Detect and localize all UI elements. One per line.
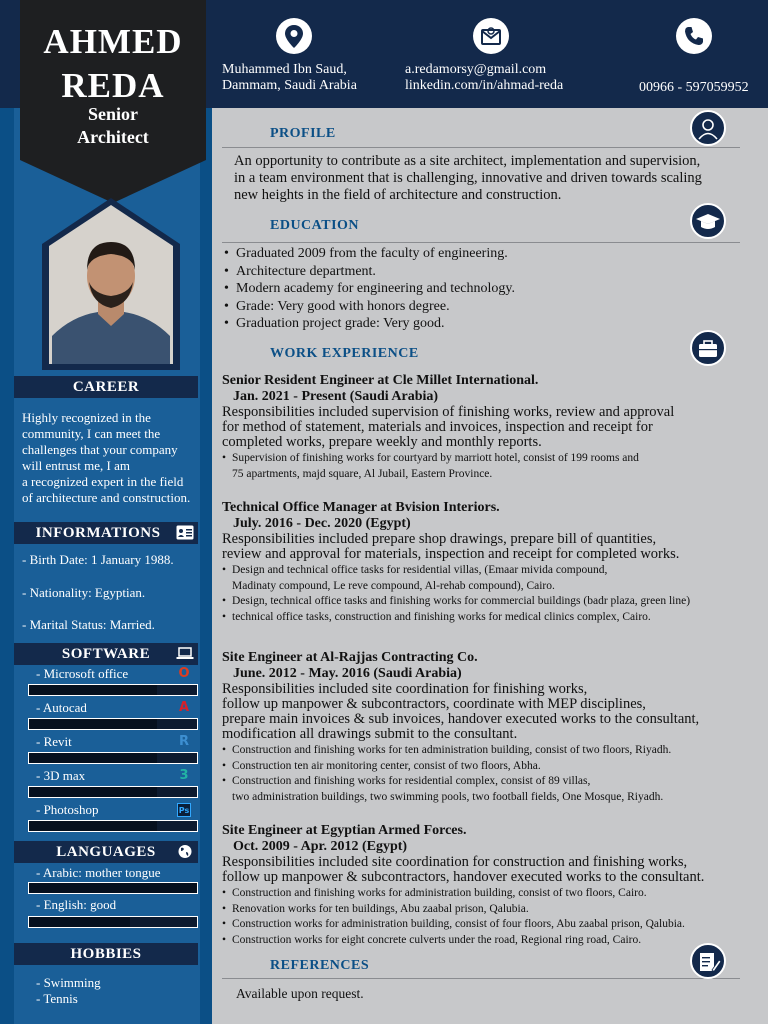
informations-heading <box>14 522 198 544</box>
list-item: • Supervision of finishing works for courtyard by marriott hotel, consist of 199 rooms and 75 apartments, majd square, Al Jubail, Eastern Province. <box>222 451 752 482</box>
career-summary: Highly recognized in the community, I can meet the challenges that your company will entrust me, I am a recognized expert in the field of architecture and construction. <box>22 410 191 505</box>
software-heading <box>14 643 198 665</box>
list-item: • Design, technical office tasks and finishing works for commercial buildings (badr plaza, green line) <box>222 594 752 610</box>
job-entry <box>222 500 752 625</box>
address-line1: Muhammed Ibn Saud, <box>222 62 347 77</box>
list-item: • technical office tasks, construction and finishing works for medical clinics complex, Cairo. <box>222 610 752 626</box>
phone-icon <box>676 18 712 54</box>
id-card-icon <box>176 525 194 540</box>
software-item-label: - Microsoft office <box>36 666 129 681</box>
software-item-label: - 3D max <box>36 768 86 783</box>
languages-heading <box>14 841 198 863</box>
software-skill-bar <box>28 718 198 730</box>
job-description-line: prepare main invoices & sub invoices, handover executed works to the consultant, <box>222 711 700 727</box>
job-projects-list <box>222 886 752 948</box>
list-item: • Architecture department. <box>224 263 744 281</box>
references-heading: REFERENCES <box>270 958 370 973</box>
last-name: REDA <box>61 66 165 105</box>
nationality: - Nationality: Egyptian. <box>22 585 146 600</box>
languages-heading-label: LANGUAGES <box>56 844 156 860</box>
job-entry <box>222 650 752 805</box>
list-item: • Construction and finishing works for administration building, consist of two floors, Cairo. <box>222 886 752 902</box>
profile-heading: PROFILE <box>270 126 336 141</box>
language-english-bar <box>28 916 198 928</box>
job-entry <box>222 373 752 482</box>
microsoft-office-icon: O <box>178 666 190 681</box>
linkedin-link[interactable]: linkedin.com/in/ahmad-reda <box>405 78 564 93</box>
job-description-line: Responsibilities included site coordination for finishing works, <box>222 681 588 697</box>
software-skill-bar <box>28 820 198 832</box>
hobbies-heading: HOBBIES <box>14 943 198 965</box>
education-heading: EDUCATION <box>270 218 360 233</box>
job-title-line1: Senior <box>87 104 138 124</box>
job-description-line: Responsibilities included site coordination for construction and finishing works, <box>222 854 688 870</box>
list-item: • Construction and finishing works for residential complex, consist of 89 villas, two administration buildings, two swimming pools, two football fields, One Mosque, Riyadh. <box>222 774 752 805</box>
list-item: • Construction works for administration building, consist of four floors, Abu zaabal prison, Qalubia. <box>222 917 752 933</box>
location-pin-icon <box>276 18 312 54</box>
divider <box>222 978 740 979</box>
job-title: Site Engineer at Egyptian Armed Forces. <box>222 823 467 838</box>
list-item: • Construction works for eight concrete culverts under the road, Regional ring road, Cairo. <box>222 933 752 949</box>
job-description-line: modification all drawings submit to the consultant. <box>222 726 518 742</box>
list-item: • Graduated 2009 from the faculty of engineering. <box>224 245 744 263</box>
informations-heading-label: INFORMATIONS <box>35 525 161 541</box>
document-pen-icon <box>690 943 726 979</box>
job-description-line: follow up manpower & subcontractors, handover executed works to the consultant. <box>222 869 705 885</box>
software-item-label: - Revit <box>36 734 72 749</box>
first-name: AHMED <box>43 22 183 61</box>
job-period: Jan. 2021 - Present (Saudi Arabia) <box>233 389 439 404</box>
name-banner <box>20 0 206 203</box>
person-icon <box>690 110 726 146</box>
hobby-item: - Swimming <box>36 975 101 990</box>
list-item: • Design and technical office tasks for residential villas, (Emaar mivida compound, Madinaty compound, Le reve compound, Al-rehab compound), Cairo. <box>222 563 752 594</box>
divider <box>222 242 740 243</box>
job-entry <box>222 823 752 948</box>
job-description-line: review and approval for materials, inspection and receipt for completed works. <box>222 546 680 562</box>
profile-photo <box>42 198 180 370</box>
job-projects-list <box>222 451 752 482</box>
software-item-label: - Autocad <box>36 700 87 715</box>
list-item: • Renovation works for ten buildings, Abu zaabal prison, Qalubia. <box>222 902 752 918</box>
education-list <box>224 245 744 333</box>
job-description-line: Responsibilities included supervision of finishing works, review and approval <box>222 404 675 420</box>
3ds-max-icon: 3 <box>179 768 189 783</box>
revit-icon: R <box>178 734 189 749</box>
email-link[interactable]: a.redamorsy@gmail.com <box>405 62 547 77</box>
email-icon <box>473 18 509 54</box>
phone-number[interactable]: 00966 - 597059952 <box>639 80 749 95</box>
job-period: July. 2016 - Dec. 2020 (Egypt) <box>233 516 411 531</box>
address-line2: Dammam, Saudi Arabia <box>222 78 357 93</box>
address <box>222 62 357 94</box>
hobby-item: - Tennis <box>36 991 78 1006</box>
list-item: • Construction and finishing works for ten administration building, consist of two floors, Riyadh. <box>222 743 752 759</box>
laptop-icon <box>176 646 194 661</box>
language-english: - English: good <box>36 897 117 912</box>
list-item: • Grade: Very good with honors degree. <box>224 298 744 316</box>
job-title: Senior Resident Engineer at Cle Millet International. <box>222 373 539 388</box>
job-description-line: Responsibilities included prepare shop drawings, prepare bill of quantities, <box>222 531 657 547</box>
list-item: • Construction ten air monitoring center, consist of two floors, Abha. <box>222 759 752 775</box>
job-title: Site Engineer at Al-Rajjas Contracting Co. <box>222 650 478 665</box>
job-title: Technical Office Manager at Bvision Interiors. <box>222 500 500 515</box>
language-arabic: - Arabic: mother tongue <box>36 865 161 880</box>
language-arabic-bar <box>28 882 198 894</box>
job-description-line: follow up manpower & subcontractors, coordinate with MEP disciplines, <box>222 696 646 712</box>
job-projects-list <box>222 563 752 625</box>
birth-date: - Birth Date: 1 January 1988. <box>22 552 174 567</box>
online-contacts <box>405 62 563 94</box>
list-item: • Modern academy for engineering and technology. <box>224 280 744 298</box>
job-description-line: for method of statement, materials and invoices, inspection and receipt for <box>222 419 653 435</box>
globe-icon <box>176 844 194 859</box>
job-period: Oct. 2009 - Apr. 2012 (Egypt) <box>233 839 408 854</box>
briefcase-icon <box>690 330 726 366</box>
job-projects-list <box>222 743 752 805</box>
job-description-line: completed works, prepare weekly and monthly reports. <box>222 434 542 450</box>
software-skill-bar <box>28 752 198 764</box>
list-item: • Graduation project grade: Very good. <box>224 315 744 333</box>
software-heading-label: SOFTWARE <box>61 646 151 662</box>
hobbies-list <box>36 975 101 1007</box>
software-item-label: - Photoshop <box>36 802 99 817</box>
software-skill-bar <box>28 684 198 696</box>
profile-summary: An opportunity to contribute as a site architect, implementation and supervision, in a team environment that is challenging, innovative and driven towards scaling new heights in the field of architecture and construction. <box>234 153 702 203</box>
career-heading: CAREER <box>14 376 198 398</box>
divider <box>222 147 740 148</box>
photoshop-icon: Ps <box>177 803 191 817</box>
job-title-line2: Architect <box>77 127 149 147</box>
software-skill-bar <box>28 786 198 798</box>
references-text: Available upon request. <box>236 986 364 1001</box>
marital-status: - Marital Status: Married. <box>22 617 155 632</box>
autocad-icon: A <box>178 700 190 715</box>
work-experience-heading: WORK EXPERIENCE <box>270 346 419 361</box>
job-period: June. 2012 - May. 2016 (Saudi Arabia) <box>233 666 462 681</box>
graduation-cap-icon <box>690 203 726 239</box>
